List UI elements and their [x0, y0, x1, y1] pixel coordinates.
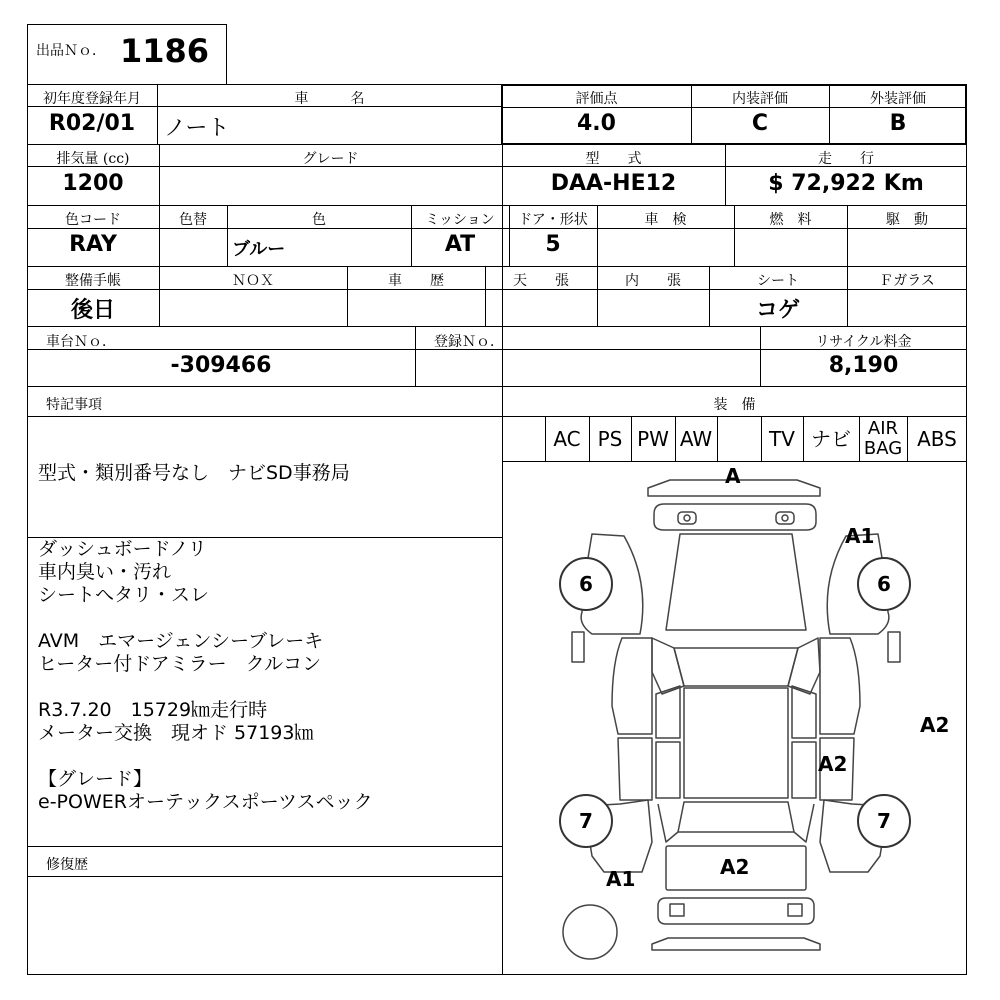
equipment-navi: ナビ	[811, 427, 851, 451]
front-left-wheel: 6	[559, 557, 613, 611]
chassis-number-value: -309466	[170, 353, 272, 378]
car-diagram	[502, 462, 967, 975]
mission-value: AT	[444, 232, 476, 257]
damage-mark-right-door: A2	[818, 752, 848, 776]
interior-grade-value: C	[751, 111, 769, 136]
note-line: ヒーター付ドアミラー クルコン	[38, 653, 322, 675]
note-line: AVM エマージェンシーブレーキ	[38, 630, 324, 652]
recycle-fee-value: 8,190	[828, 353, 899, 378]
damage-mark-rear-left: A1	[606, 867, 636, 891]
score-label: 評価点	[575, 91, 618, 107]
equipment-tv: TV	[769, 427, 795, 451]
equipment-blank-2	[717, 418, 761, 460]
seat-value: コゲ	[755, 298, 800, 323]
displacement-label: 排気量 (cc)	[56, 151, 130, 167]
equipment-ac: AC	[553, 427, 581, 451]
mileage-value: $ 72,922 Km	[768, 171, 924, 196]
score-value: 4.0	[577, 111, 616, 136]
model-value: DAA-HE12	[550, 171, 677, 196]
note-line: シートへタリ・スレ	[38, 584, 210, 606]
equipment-blank	[502, 418, 545, 460]
mileage-label: 走 行	[818, 151, 874, 167]
equipment-pw: PW	[637, 427, 669, 451]
car-name-value: ノート	[164, 116, 230, 141]
grade-label: グレード	[302, 151, 359, 167]
displacement-value: 1200	[62, 171, 124, 196]
damage-mark-front-bumper: A	[725, 464, 741, 488]
drive-label: 駆 動	[886, 212, 928, 228]
model-label: 型 式	[585, 151, 642, 167]
note-line	[38, 745, 373, 768]
notes-first-line: 型式・類別番号なし ナビSD事務局	[38, 462, 350, 484]
chassis-number-label: 車台Ｎｏ．	[46, 334, 116, 350]
maintenance-record-value: 後日	[70, 298, 115, 323]
damage-mark-right-fender: A1	[845, 524, 875, 548]
front-right-wheel: 6	[857, 557, 911, 611]
note-line	[38, 676, 373, 699]
inspection-label: 車 検	[644, 212, 687, 228]
color-label: 色	[312, 212, 326, 228]
fuel-label: 燃 料	[769, 212, 812, 228]
exterior-grade-label: 外装評価	[870, 91, 926, 107]
car-name-label: 車 名	[294, 91, 365, 107]
front-glass-label: Ｆガラス	[879, 273, 935, 289]
lot-number-label: 出品Ｎｏ．	[36, 43, 106, 59]
first-registration-value: R02/01	[48, 111, 136, 136]
notes-label: 特記事項	[46, 397, 102, 413]
interior-grade-label: 内装評価	[732, 91, 788, 107]
door-label: ドア・形状	[518, 212, 588, 228]
color-code-label: 色コード	[65, 212, 121, 228]
equipment-label: 装 備	[713, 397, 756, 413]
mission-label: ミッション	[425, 212, 495, 228]
exterior-grade-value: B	[889, 111, 907, 136]
damage-mark-right-side: A2	[920, 713, 950, 737]
maintenance-record-label: 整備手帳	[65, 273, 121, 289]
nox-label: ＮＯＸ	[232, 273, 274, 289]
notes-body	[38, 538, 373, 814]
note-line: ダッシュボードノリ	[38, 538, 207, 560]
first-registration-label: 初年度登録年月	[43, 91, 141, 107]
note-line: メーター交換 現オド 57193㎞	[38, 722, 314, 744]
note-line: 【グレード】	[38, 768, 153, 790]
registration-number-label: 登録Ｎｏ．	[434, 334, 504, 350]
equipment-aw: AW	[679, 427, 713, 451]
car-history-label: 車 歴	[388, 273, 444, 289]
color-code-value: RAY	[69, 232, 117, 257]
repair-history-label: 修復歴	[46, 857, 88, 873]
equipment-ps: PS	[597, 427, 623, 451]
headliner-label: 天 張	[513, 273, 569, 289]
rear-right-wheel: 7	[857, 794, 911, 848]
note-line: R3.7.20 15729㎞走行時	[38, 699, 268, 721]
interior-lining-label: 内 張	[625, 273, 681, 289]
equipment-abs: ABS	[917, 427, 957, 451]
damage-mark-trunk: A2	[720, 855, 750, 879]
recycle-fee-label: リサイクル料金	[815, 334, 912, 350]
note-line: 車内臭い・汚れ	[38, 561, 172, 583]
note-line	[38, 607, 373, 630]
rear-left-wheel: 7	[559, 794, 613, 848]
equipment-airbag: AIR BAG	[863, 418, 903, 459]
color-value: ブルー	[232, 239, 286, 260]
seat-label: シート	[757, 273, 799, 289]
lot-number: 1186	[120, 32, 210, 70]
note-line: e-POWERオーテックスポーツスペック	[38, 791, 373, 813]
door-value: 5	[545, 232, 561, 257]
color-change-label: 色替	[179, 212, 207, 228]
